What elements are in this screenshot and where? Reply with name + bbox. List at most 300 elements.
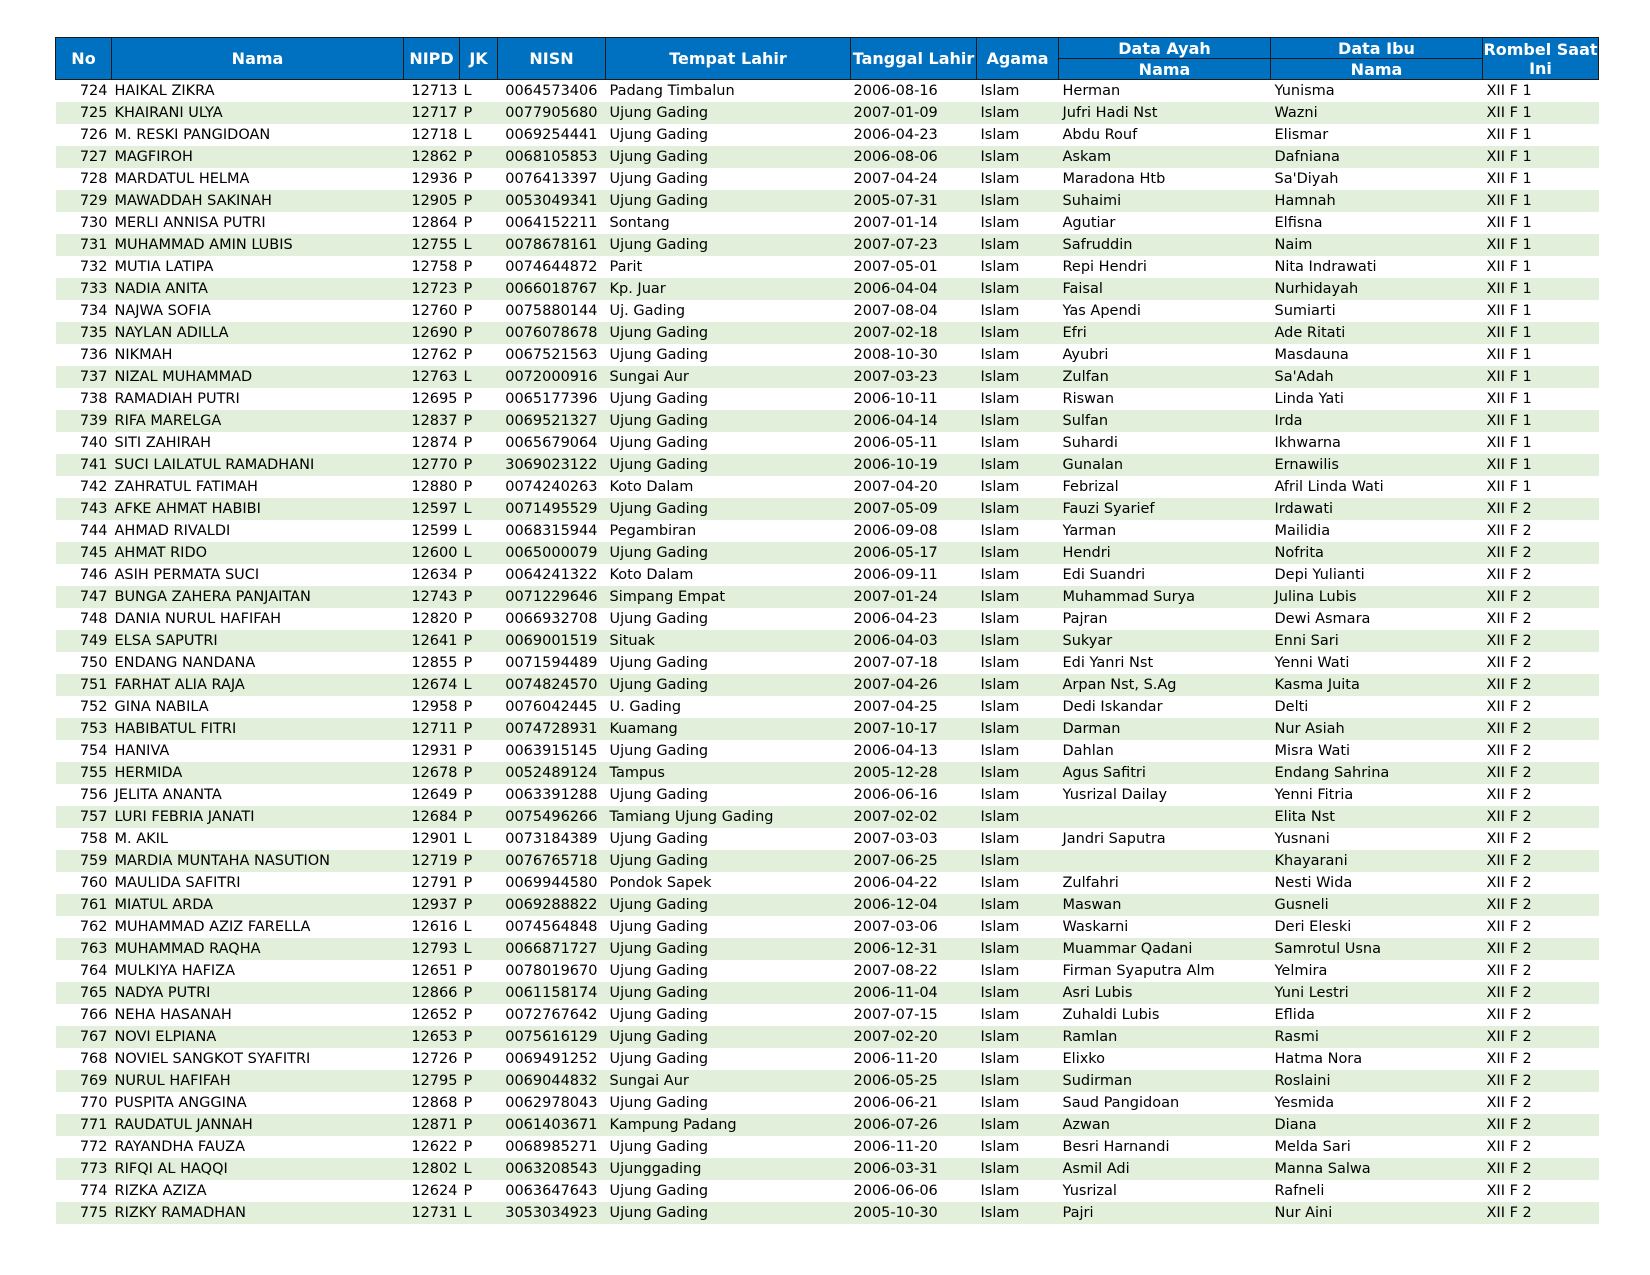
cell-jk: P [463, 567, 473, 583]
cell-tanggal-lahir: 2006-04-14 [851, 410, 977, 432]
cell-nama: RIFA MARELGA [112, 410, 404, 432]
cell-nisn: 0068985271 [505, 1139, 598, 1155]
cell-nama-ibu: Linda Yati [1274, 391, 1344, 407]
cell-agama: Islam [977, 674, 1059, 696]
cell-rombel: XII F 2 [1483, 982, 1599, 1004]
cell-agama: Islam [980, 523, 1020, 539]
cell-jk: P [463, 611, 473, 627]
cell-tanggal-lahir: 2007-03-06 [853, 919, 938, 935]
cell-jk: L [460, 1202, 498, 1224]
cell-nipd: 12880 [411, 479, 458, 495]
cell-rombel: XII F 2 [1483, 850, 1599, 872]
cell-tanggal-lahir: 2007-10-17 [851, 718, 977, 740]
cell-agama: Islam [977, 102, 1059, 124]
cell-no: 768 [79, 1051, 108, 1067]
cell-tanggal-lahir: 2007-05-09 [851, 498, 977, 520]
cell-rombel: XII F 2 [1483, 718, 1599, 740]
cell-tanggal-lahir: 2007-01-24 [851, 586, 977, 608]
cell-nisn: 0074644872 [505, 259, 598, 275]
cell-tanggal-lahir: 2006-04-04 [851, 278, 977, 300]
cell-nama-ibu: Yelmira [1274, 963, 1328, 979]
cell-nama: MAGFIROH [112, 146, 404, 168]
cell-agama: Islam [980, 303, 1020, 319]
cell-agama: Islam [980, 567, 1020, 583]
cell-nipd: 12855 [411, 655, 458, 671]
cell-nipd: 12649 [411, 787, 458, 803]
cell-rombel: XII F 1 [1483, 410, 1599, 432]
cell-rombel: XII F 2 [1486, 611, 1532, 627]
cell-tanggal-lahir: 2005-12-28 [851, 762, 977, 784]
table-body [56, 80, 1599, 1225]
cell-nama: AHMAD RIVALDI [114, 523, 231, 539]
cell-no: 758 [79, 831, 108, 847]
cell-nama: PUSPITA ANGGINA [114, 1095, 247, 1111]
cell-nama: NADIA ANITA [112, 278, 404, 300]
cell-nisn: 0064241322 [505, 567, 598, 583]
table-row [56, 718, 1599, 740]
cell-tempat-lahir: Ujung Gading [606, 102, 851, 124]
cell-tanggal-lahir: 2008-10-30 [853, 347, 938, 363]
cell-nama: BUNGA ZAHERA PANJAITAN [112, 586, 404, 608]
table-row [56, 894, 1599, 916]
cell-nama-ibu: Endang Sahrina [1271, 762, 1483, 784]
cell-agama: Islam [977, 1070, 1059, 1092]
cell-no: 743 [56, 498, 112, 520]
cell-tempat-lahir: Ujung Gading [609, 655, 709, 671]
table-row [56, 1180, 1599, 1202]
table-row [56, 1136, 1599, 1158]
cell-tanggal-lahir: 2007-06-25 [851, 850, 977, 872]
cell-no: 728 [79, 171, 108, 187]
cell-tempat-lahir: Tamiang Ujung Gading [606, 806, 851, 828]
cell-tempat-lahir: Ujung Gading [606, 498, 851, 520]
cell-jk: P [463, 435, 473, 451]
cell-tempat-lahir: Padang Timbalun [609, 83, 735, 99]
cell-rombel: XII F 1 [1486, 303, 1532, 319]
cell-tempat-lahir: Uj. Gading [609, 303, 686, 319]
cell-no: 761 [56, 894, 112, 916]
cell-nama-ibu: Kasma Juita [1271, 674, 1483, 696]
cell-rombel: XII F 2 [1483, 674, 1599, 696]
cell-jk: P [460, 410, 498, 432]
cell-nipd: 12674 [404, 674, 460, 696]
cell-nama: NURUL HAFIFAH [112, 1070, 404, 1092]
cell-no: 765 [56, 982, 112, 1004]
table-row [56, 322, 1599, 344]
cell-nisn: 0065177396 [505, 391, 598, 407]
cell-tempat-lahir: Sontang [609, 215, 670, 231]
cell-rombel: XII F 2 [1483, 542, 1599, 564]
cell-nisn: 0063208543 [498, 1158, 606, 1180]
cell-nama: NIKMAH [114, 347, 173, 363]
cell-nama-ayah: Pajri [1059, 1202, 1271, 1224]
cell-tanggal-lahir: 2006-07-26 [851, 1114, 977, 1136]
cell-rombel: XII F 2 [1486, 699, 1532, 715]
cell-nisn: 0068315944 [505, 523, 598, 539]
cell-jk: P [460, 894, 498, 916]
cell-agama: Islam [977, 410, 1059, 432]
cell-no: 740 [79, 435, 108, 451]
cell-nama-ayah: Elixko [1062, 1051, 1106, 1067]
cell-no: 734 [79, 303, 108, 319]
cell-agama: Islam [977, 762, 1059, 784]
cell-jk: P [463, 259, 473, 275]
cell-nama-ayah: Abdu Rouf [1062, 127, 1138, 143]
cell-nipd: 12958 [411, 699, 458, 715]
cell-nama-ayah: Asmil Adi [1059, 1158, 1271, 1180]
cell-agama: Islam [980, 479, 1020, 495]
cell-nama-ibu: Irda [1271, 410, 1483, 432]
cell-nama-ayah: Maradona Htb [1062, 171, 1166, 187]
cell-nipd: 12758 [411, 259, 458, 275]
cell-nama-ayah: Ayubri [1062, 347, 1109, 363]
cell-tempat-lahir: U. Gading [609, 699, 682, 715]
cell-nisn: 0068105853 [498, 146, 606, 168]
cell-tanggal-lahir: 2006-05-25 [851, 1070, 977, 1092]
cell-tanggal-lahir: 2007-02-02 [851, 806, 977, 828]
cell-nipd: 12936 [411, 171, 458, 187]
cell-no: 748 [79, 611, 108, 627]
cell-jk: L [460, 366, 498, 388]
cell-nisn: 0063391288 [505, 787, 598, 803]
cell-jk: P [463, 171, 473, 187]
cell-nama-ayah: Agus Safitri [1059, 762, 1271, 784]
table-row [56, 762, 1599, 784]
cell-nipd: 12651 [411, 963, 458, 979]
cell-nama-ibu: Nofrita [1271, 542, 1483, 564]
cell-rombel: XII F 2 [1486, 787, 1532, 803]
cell-jk: P [463, 215, 473, 231]
cell-jk: P [460, 322, 498, 344]
cell-nama: RAMADIAH PUTRI [114, 391, 240, 407]
cell-rombel: XII F 2 [1486, 523, 1532, 539]
cell-no: 756 [79, 787, 108, 803]
cell-tempat-lahir: Ujung Gading [606, 146, 851, 168]
cell-tanggal-lahir: 2007-04-25 [853, 699, 938, 715]
cell-rombel: XII F 2 [1486, 1051, 1532, 1067]
cell-tempat-lahir: Tampus [606, 762, 851, 784]
cell-nama: KHAIRANI ULYA [112, 102, 404, 124]
cell-jk: L [463, 523, 472, 539]
cell-nama-ibu: Ikhwarna [1274, 435, 1341, 451]
cell-no: 770 [79, 1095, 108, 1111]
cell-nisn: 0069944580 [505, 875, 598, 891]
cell-rombel: XII F 2 [1483, 762, 1599, 784]
cell-jk: P [460, 586, 498, 608]
cell-rombel: XII F 2 [1486, 831, 1532, 847]
cell-nama: MARDIA MUNTAHA NASUTION [112, 850, 404, 872]
cell-no: 724 [79, 83, 108, 99]
cell-nisn: 0064152211 [505, 215, 598, 231]
cell-jk: P [460, 630, 498, 652]
cell-no: 737 [56, 366, 112, 388]
cell-nisn: 0074240263 [505, 479, 598, 495]
cell-rombel: XII F 2 [1486, 655, 1532, 671]
cell-nama: MAWADDAH SAKINAH [112, 190, 404, 212]
cell-jk: P [460, 806, 498, 828]
cell-no: 742 [79, 479, 108, 495]
cell-tempat-lahir: Ujung Gading [609, 611, 709, 627]
cell-nama-ayah: Gunalan [1059, 454, 1271, 476]
cell-rombel: XII F 1 [1483, 234, 1599, 256]
cell-nipd: 12901 [411, 831, 458, 847]
cell-agama: Islam [980, 171, 1020, 187]
cell-agama: Islam [980, 1051, 1020, 1067]
cell-no: 772 [79, 1139, 108, 1155]
cell-agama: Islam [977, 938, 1059, 960]
cell-jk: P [460, 1026, 498, 1048]
cell-nama: RAUDATUL JANNAH [112, 1114, 404, 1136]
cell-tempat-lahir: Ujung Gading [609, 831, 709, 847]
cell-jk: P [463, 479, 473, 495]
cell-nipd: 12726 [411, 1051, 458, 1067]
cell-no: 754 [79, 743, 108, 759]
cell-agama: Islam [980, 831, 1020, 847]
cell-tanggal-lahir: 2006-04-23 [853, 611, 938, 627]
table-row [56, 432, 1599, 454]
cell-jk: P [460, 850, 498, 872]
cell-nisn: 0053049341 [498, 190, 606, 212]
cell-no: 753 [56, 718, 112, 740]
cell-no: 738 [79, 391, 108, 407]
cell-tempat-lahir: Ujung Gading [606, 190, 851, 212]
cell-no: 755 [56, 762, 112, 784]
cell-nisn: 0066871727 [498, 938, 606, 960]
cell-nama-ibu: Elfisna [1274, 215, 1323, 231]
cell-agama: Islam [980, 391, 1020, 407]
cell-agama: Islam [977, 366, 1059, 388]
cell-nama-ayah: Repi Hendri [1062, 259, 1147, 275]
cell-nisn: 0064573406 [505, 83, 598, 99]
cell-nama-ibu: Enni Sari [1271, 630, 1483, 652]
cell-rombel: XII F 2 [1483, 1158, 1599, 1180]
table-row [56, 630, 1599, 652]
cell-nama-ibu: Gusneli [1271, 894, 1483, 916]
cell-nipd: 12653 [404, 1026, 460, 1048]
cell-no: 750 [79, 655, 108, 671]
cell-nama-ibu: Eflida [1274, 1007, 1315, 1023]
cell-tanggal-lahir: 2006-08-16 [853, 83, 938, 99]
cell-no: 746 [79, 567, 108, 583]
header-no: No [56, 38, 112, 80]
cell-nipd: 12755 [404, 234, 460, 256]
cell-nama-ayah: Besri Harnandi [1062, 1139, 1170, 1155]
cell-jk: P [460, 982, 498, 1004]
table-row [56, 674, 1599, 696]
cell-no: 766 [79, 1007, 108, 1023]
cell-nama: FARHAT ALIA RAJA [112, 674, 404, 696]
cell-agama: Islam [977, 322, 1059, 344]
cell-nama: NOVIEL SANGKOT SYAFITRI [114, 1051, 311, 1067]
cell-agama: Islam [980, 83, 1020, 99]
cell-no: 763 [56, 938, 112, 960]
cell-no: 732 [79, 259, 108, 275]
cell-nisn: 0071229646 [498, 586, 606, 608]
cell-tempat-lahir: Ujung Gading [606, 850, 851, 872]
cell-nama-ibu: Dewi Asmara [1274, 611, 1371, 627]
cell-jk: P [460, 762, 498, 784]
cell-agama: Islam [977, 586, 1059, 608]
cell-nipd: 12684 [404, 806, 460, 828]
cell-nipd: 12837 [404, 410, 460, 432]
cell-jk: P [463, 963, 473, 979]
cell-rombel: XII F 1 [1486, 479, 1532, 495]
cell-tanggal-lahir: 2006-06-16 [853, 787, 938, 803]
cell-nama-ayah: Faisal [1059, 278, 1271, 300]
cell-agama: Islam [977, 1114, 1059, 1136]
cell-nipd: 12802 [404, 1158, 460, 1180]
table-row [56, 278, 1599, 300]
cell-rombel: XII F 2 [1486, 1183, 1532, 1199]
cell-agama: Islam [980, 215, 1020, 231]
cell-nama: MARDATUL HELMA [114, 171, 250, 187]
cell-agama: Islam [977, 894, 1059, 916]
table-row [56, 1004, 1599, 1026]
table-row [56, 828, 1599, 850]
cell-tanggal-lahir: 2006-12-31 [851, 938, 977, 960]
cell-nama: NADYA PUTRI [112, 982, 404, 1004]
cell-tempat-lahir: Ujung Gading [606, 322, 851, 344]
cell-jk: P [460, 146, 498, 168]
cell-agama: Islam [980, 1095, 1020, 1111]
cell-nisn: 0074824570 [498, 674, 606, 696]
cell-nipd: 12597 [404, 498, 460, 520]
cell-nama: MUHAMMAD RAQHA [112, 938, 404, 960]
cell-nisn: 0073184389 [505, 831, 598, 847]
cell-nama-ibu: Nita Indrawati [1274, 259, 1377, 275]
cell-nama-ayah: Firman Syaputra Alm [1062, 963, 1215, 979]
cell-tempat-lahir: Kuamang [606, 718, 851, 740]
cell-agama: Islam [977, 234, 1059, 256]
cell-tanggal-lahir: 2007-04-26 [851, 674, 977, 696]
cell-jk: L [460, 542, 498, 564]
table-row [56, 608, 1599, 630]
cell-rombel: XII F 1 [1486, 435, 1532, 451]
cell-nama: AFKE AHMAT HABIBI [112, 498, 404, 520]
cell-tempat-lahir: Koto Dalam [609, 479, 694, 495]
cell-no: 729 [56, 190, 112, 212]
table-row [56, 806, 1599, 828]
cell-agama: Islam [980, 259, 1020, 275]
cell-nipd: 12770 [404, 454, 460, 476]
cell-nama-ibu: Yunisma [1274, 83, 1335, 99]
cell-tanggal-lahir: 2007-01-14 [853, 215, 938, 231]
table-row [56, 256, 1599, 278]
cell-nama: MIATUL ARDA [112, 894, 404, 916]
cell-nama-ayah: Yusrizal [1062, 1183, 1117, 1199]
cell-nama-ayah [1059, 850, 1271, 872]
cell-agama: Islam [980, 435, 1020, 451]
cell-nama-ayah: Agutiar [1062, 215, 1116, 231]
cell-nama-ibu: Dafniana [1271, 146, 1483, 168]
cell-agama: Islam [980, 127, 1020, 143]
cell-agama: Islam [977, 146, 1059, 168]
table-header [56, 38, 1599, 80]
cell-rombel: XII F 1 [1483, 366, 1599, 388]
cell-no: 726 [79, 127, 108, 143]
cell-nipd: 12793 [404, 938, 460, 960]
cell-nama-ayah: Azwan [1059, 1114, 1271, 1136]
cell-nama: NOVI ELPIANA [112, 1026, 404, 1048]
table-row [56, 300, 1599, 322]
cell-rombel: XII F 1 [1483, 454, 1599, 476]
cell-agama: Islam [977, 1026, 1059, 1048]
cell-nama-ibu: Yenni Wati [1274, 655, 1350, 671]
cell-jk: P [463, 699, 473, 715]
cell-jk: P [463, 1007, 473, 1023]
cell-tanggal-lahir: 2007-07-15 [853, 1007, 938, 1023]
cell-nisn: 0069521327 [498, 410, 606, 432]
table-row [56, 740, 1599, 762]
cell-nama-ibu: Naim [1271, 234, 1483, 256]
cell-no: 759 [56, 850, 112, 872]
cell-nama: MAULIDA SAFITRI [114, 875, 241, 891]
cell-jk: L [463, 83, 472, 99]
cell-nisn: 0072767642 [505, 1007, 598, 1023]
cell-rombel: XII F 2 [1486, 1139, 1532, 1155]
cell-nama-ayah: Yarman [1062, 523, 1117, 539]
cell-tempat-lahir: Ujung Gading [609, 787, 709, 803]
cell-nipd: 12711 [404, 718, 460, 740]
cell-nama: ENDANG NANDANA [114, 655, 256, 671]
table-row [56, 652, 1599, 674]
cell-nisn: 0065679064 [505, 435, 598, 451]
cell-nama-ibu: Manna Salwa [1271, 1158, 1483, 1180]
cell-tempat-lahir: Ujunggading [606, 1158, 851, 1180]
cell-rombel: XII F 1 [1486, 259, 1532, 275]
cell-tanggal-lahir: 2006-05-17 [851, 542, 977, 564]
cell-rombel: XII F 1 [1486, 127, 1532, 143]
cell-tanggal-lahir: 2006-09-11 [853, 567, 938, 583]
table-row [56, 564, 1599, 586]
cell-agama: Islam [977, 630, 1059, 652]
cell-tempat-lahir: Ujung Gading [609, 919, 709, 935]
cell-nipd: 12634 [411, 567, 458, 583]
cell-tanggal-lahir: 2006-04-22 [853, 875, 938, 891]
cell-nama: RIZKY RAMADHAN [112, 1202, 404, 1224]
cell-rombel: XII F 2 [1486, 919, 1532, 935]
cell-tempat-lahir: Ujung Gading [606, 674, 851, 696]
header-tempat-lahir: Tempat Lahir [606, 38, 851, 80]
cell-nama-ayah: Hendri [1059, 542, 1271, 564]
cell-nama-ibu: Roslaini [1271, 1070, 1483, 1092]
cell-tempat-lahir: Ujung Gading [609, 347, 709, 363]
cell-tempat-lahir: Ujung Gading [609, 127, 709, 143]
cell-tempat-lahir: Ujung Gading [606, 894, 851, 916]
cell-nama-ibu: Deri Eleski [1274, 919, 1352, 935]
cell-jk: P [463, 303, 473, 319]
header-jk: JK [460, 38, 498, 80]
header-nama: Nama [112, 38, 404, 80]
cell-tanggal-lahir: 2007-02-18 [851, 322, 977, 344]
cell-jk: P [460, 454, 498, 476]
cell-nisn: 0069491252 [505, 1051, 598, 1067]
cell-tempat-lahir: Ujung Gading [606, 410, 851, 432]
cell-agama: Islam [977, 982, 1059, 1004]
cell-nisn: 0066932708 [505, 611, 598, 627]
cell-agama: Islam [980, 699, 1020, 715]
cell-agama: Islam [977, 454, 1059, 476]
cell-tempat-lahir: Ujung Gading [606, 234, 851, 256]
cell-no: 762 [79, 919, 108, 935]
cell-tempat-lahir: Ujung Gading [609, 171, 709, 187]
cell-nama-ayah: Safruddin [1059, 234, 1271, 256]
cell-nisn: 0062978043 [505, 1095, 598, 1111]
table-row [56, 982, 1599, 1004]
cell-nisn: 0078019670 [505, 963, 598, 979]
cell-nama-ibu: Ade Ritati [1271, 322, 1483, 344]
cell-nipd: 12616 [411, 919, 458, 935]
